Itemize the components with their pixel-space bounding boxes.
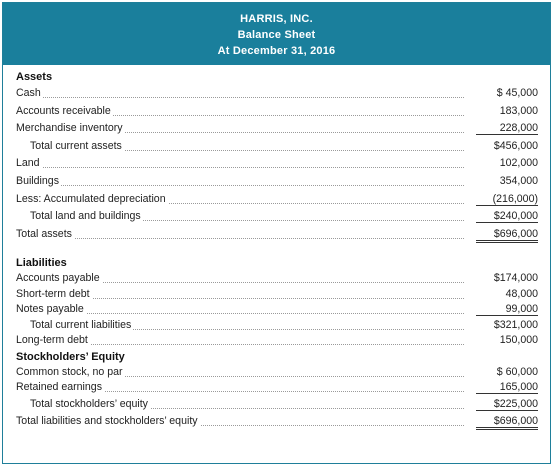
- line-amount: $ 60,000: [496, 365, 538, 378]
- line-amount: $240,000: [476, 210, 538, 223]
- line-label: Accounts receivable: [16, 104, 111, 117]
- line-label: Total current liabilities: [30, 318, 132, 331]
- line-amount: 48,000: [505, 287, 538, 300]
- line-accounts-payable: [16, 271, 542, 287]
- line-amount: 183,000: [499, 104, 538, 117]
- line-amount: $696,000: [476, 228, 538, 243]
- statement-body: [3, 65, 550, 431]
- line-short-term-debt: [16, 287, 542, 303]
- line-total-current-assets: [16, 138, 542, 156]
- line-accumulated-depreciation: [16, 191, 542, 209]
- line-label: Total current assets: [30, 139, 122, 152]
- line-label: Cash: [16, 87, 41, 99]
- line-label: Total liabilities and stockholders’ equity: [16, 415, 198, 428]
- line-long-term-debt: [16, 333, 542, 349]
- line-label: Total assets: [16, 227, 72, 240]
- line-total-current-liabilities: [16, 318, 542, 334]
- line-amount: 102,000: [499, 157, 538, 170]
- line-notes-payable: [16, 302, 542, 318]
- assets-heading: Assets: [16, 71, 53, 83]
- balance-sheet: [2, 2, 551, 464]
- line-label: Notes payable: [16, 303, 84, 316]
- line-total-liabilities-equity: [16, 413, 542, 431]
- line-label: Short-term debt: [16, 287, 90, 300]
- line-amount: $321,000: [493, 318, 538, 331]
- line-amount: 228,000: [476, 122, 538, 135]
- statement-title: Balance Sheet: [237, 29, 316, 41]
- line-cash: [16, 85, 542, 103]
- line-amount: $174,000: [493, 272, 538, 285]
- line-total-assets: [16, 226, 542, 244]
- line-amount: 354,000: [499, 174, 538, 187]
- line-amount: 99,000: [476, 303, 538, 316]
- line-land: [16, 155, 542, 173]
- line-accounts-receivable: [16, 103, 542, 121]
- liabilities-heading: Liabilities: [16, 257, 67, 270]
- line-retained-earnings: [16, 380, 542, 396]
- line-amount: $ 45,000: [496, 87, 538, 99]
- line-amount: 165,000: [476, 381, 538, 394]
- company-name: HARRIS, INC.: [240, 13, 313, 25]
- line-label: Long-term debt: [16, 334, 88, 347]
- line-amount: (216,000): [476, 193, 538, 206]
- statement-header: [3, 3, 550, 65]
- line-label: Total stockholders’ equity: [30, 397, 148, 410]
- line-amount: $696,000: [476, 415, 538, 430]
- line-total-stockholders-equity: [16, 396, 542, 414]
- dot-leader: [16, 185, 464, 186]
- line-label: Common stock, no par: [16, 365, 123, 378]
- dot-leader: [16, 238, 464, 239]
- line-label: Buildings: [16, 174, 59, 187]
- section-gap: [16, 243, 542, 255]
- line-buildings: [16, 173, 542, 191]
- line-amount: $225,000: [476, 398, 538, 411]
- line-total-land-buildings: [16, 208, 542, 226]
- line-label: Less: Accumulated depreciation: [16, 192, 166, 205]
- line-merchandise-inventory: [16, 120, 542, 138]
- line-label: Merchandise inventory: [16, 122, 123, 135]
- equity-heading: Stockholders’ Equity: [16, 350, 125, 363]
- statement-date: At December 31, 2016: [217, 45, 336, 57]
- line-amount: $456,000: [493, 139, 538, 152]
- line-common-stock: [16, 365, 542, 381]
- dot-leader: [16, 167, 464, 168]
- dot-leader: [16, 97, 464, 98]
- line-label: Retained earnings: [16, 381, 102, 394]
- line-amount: 150,000: [499, 334, 538, 347]
- line-label: Total land and buildings: [30, 210, 141, 223]
- line-label: Accounts payable: [16, 272, 100, 285]
- line-label: Land: [16, 157, 40, 170]
